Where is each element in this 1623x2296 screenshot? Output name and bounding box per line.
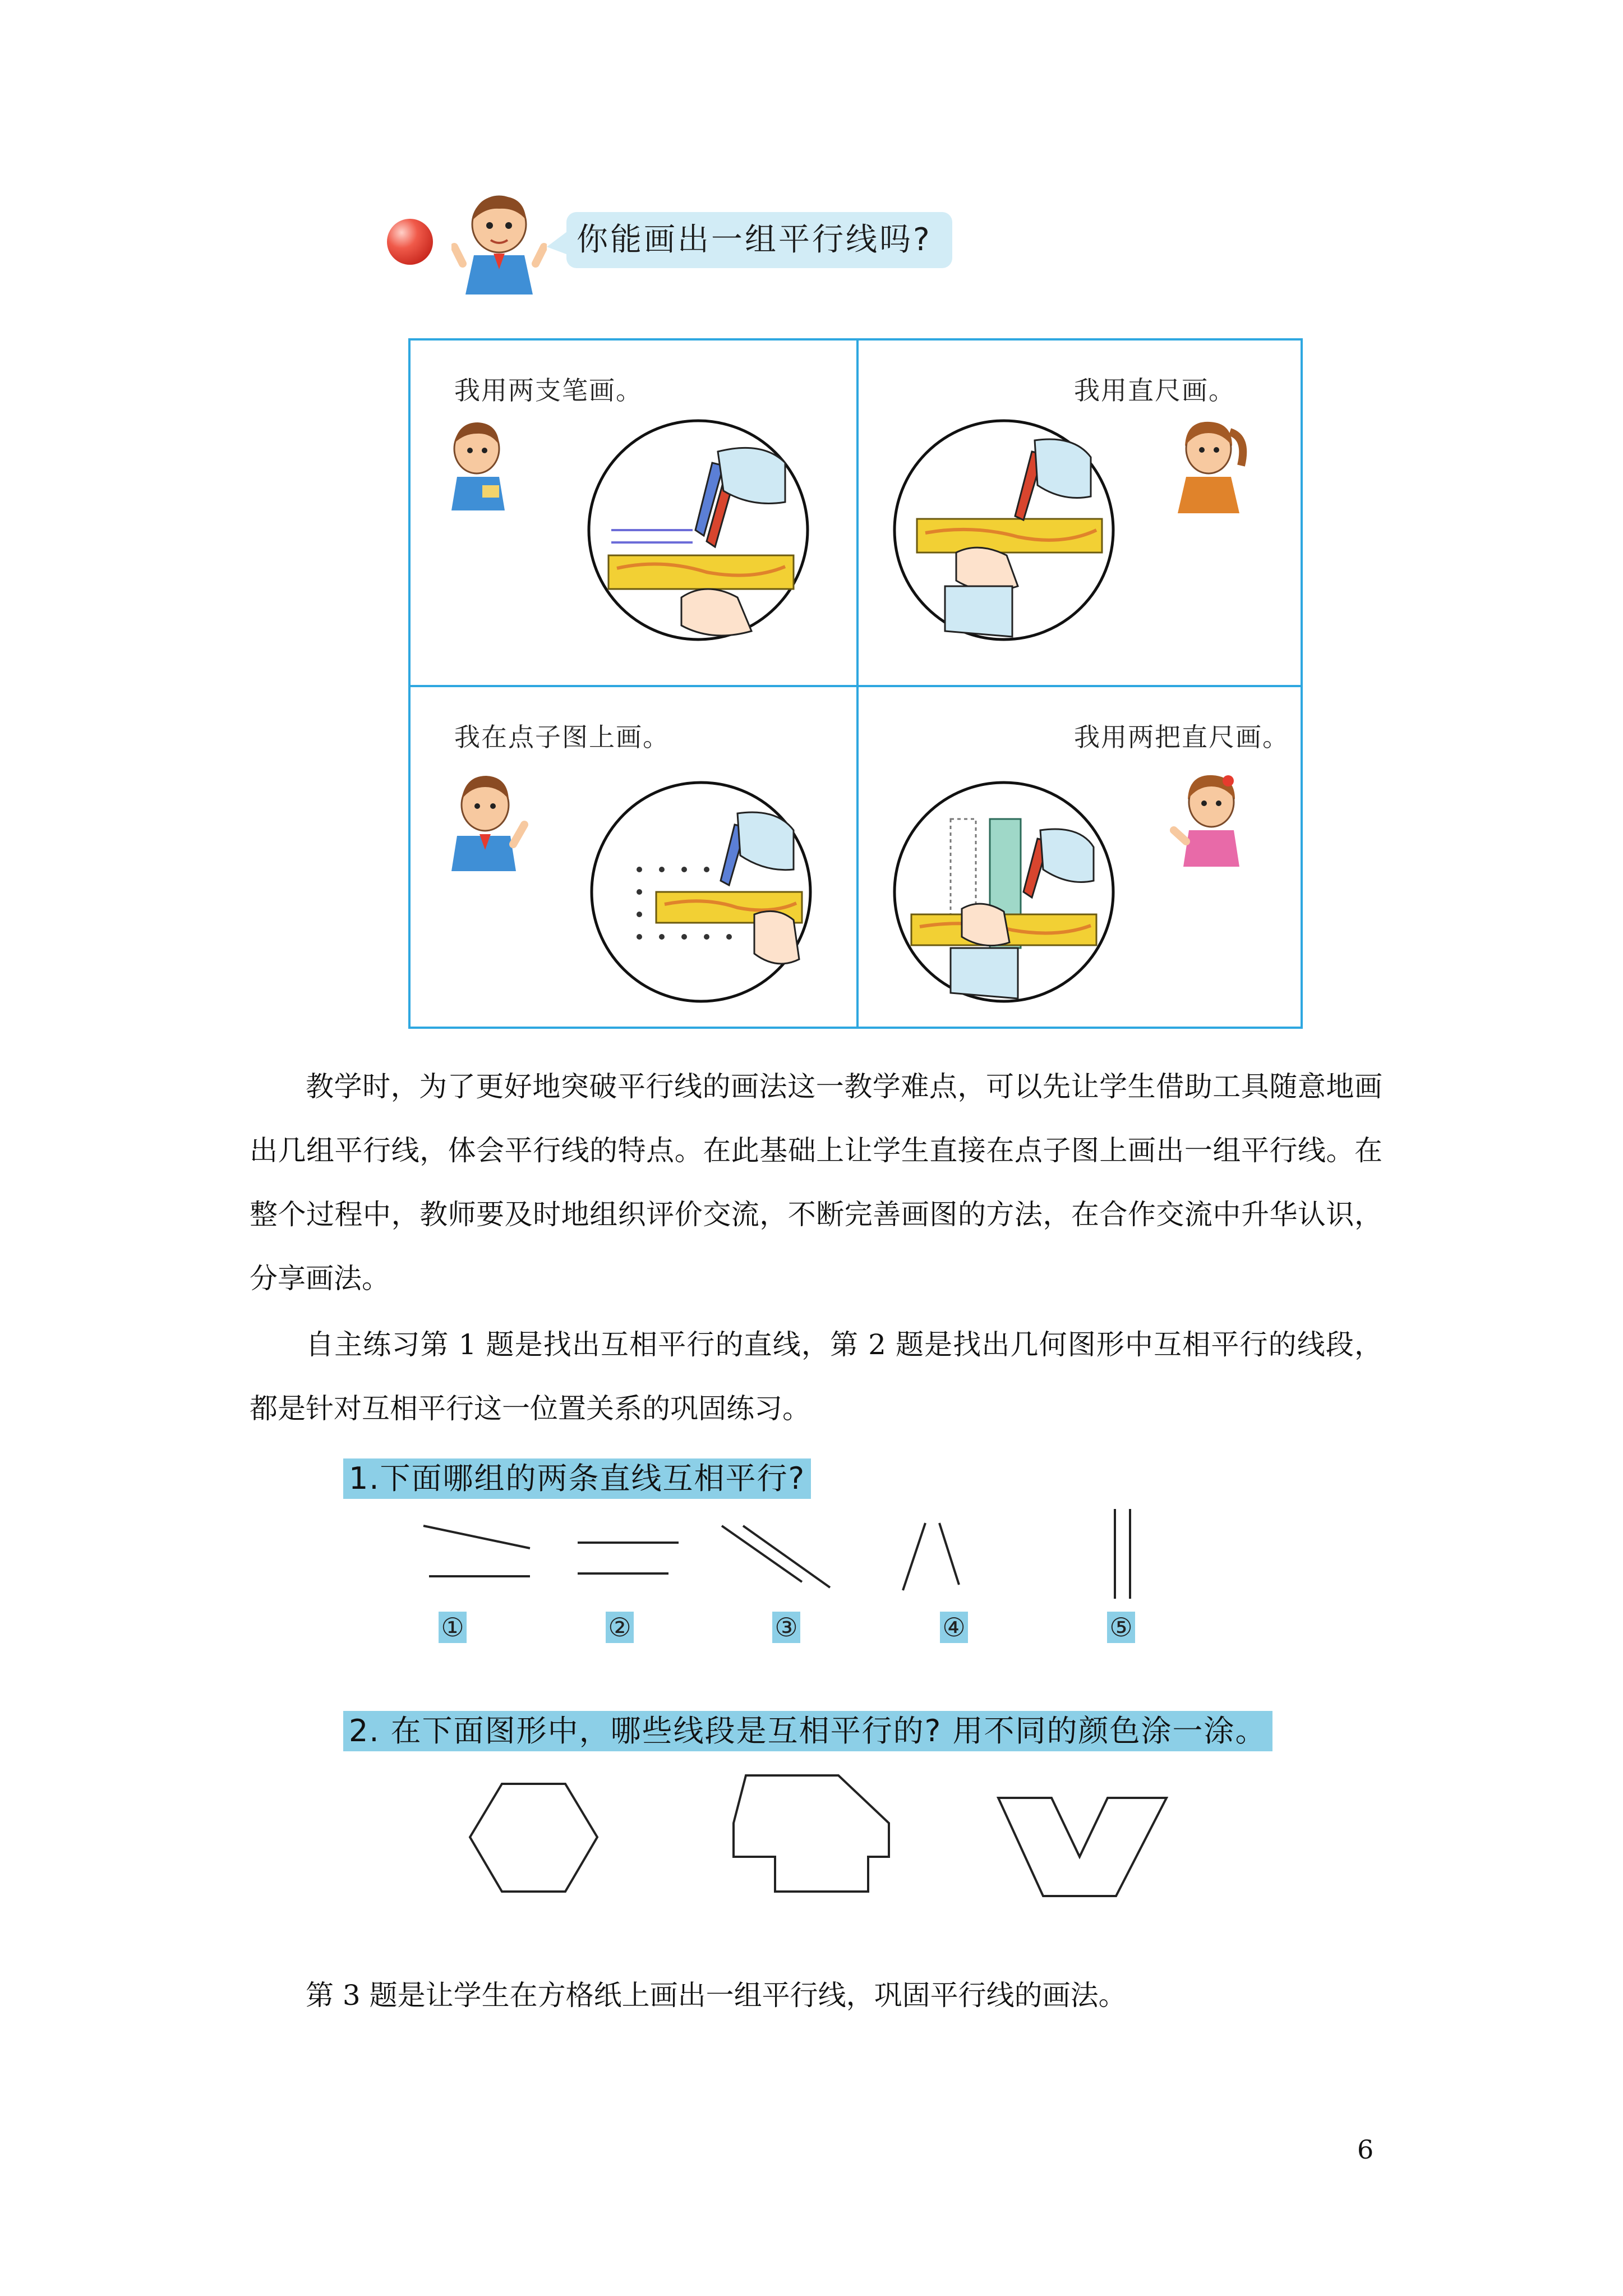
panel-divider-horizontal <box>408 685 1303 687</box>
speech-bubble <box>566 212 952 268</box>
girl-waving-icon <box>1169 769 1248 869</box>
option-label-5: ⑤ <box>1107 1612 1135 1643</box>
boy-character-icon <box>451 191 547 297</box>
exercise2-shapes <box>437 1767 1183 1924</box>
option-label-4: ④ <box>940 1612 968 1643</box>
method-panels <box>408 338 1303 1029</box>
boy-pointing-icon <box>446 771 530 872</box>
two-rulers-drawing-illustration <box>889 780 1124 1004</box>
option-label-3: ③ <box>772 1612 800 1643</box>
question-text: 你能画出一组平行线吗? <box>577 222 932 258</box>
exercise2-title: 2. 在下面图形中，哪些线段是互相平行的? 用不同的颜色涂一涂。 <box>343 1711 1272 1751</box>
girl-character-icon <box>1169 415 1248 516</box>
red-ball-icon <box>387 219 433 265</box>
panel-caption-dot-grid: 我在点子图上画。 <box>454 722 670 752</box>
dot-grid-drawing-illustration <box>586 780 822 1004</box>
panel-caption-two-rulers: 我用两把直尺画。 <box>1074 722 1289 752</box>
hexagon-shape <box>470 1784 597 1892</box>
panel-caption-ruler: 我用直尺画。 <box>1074 375 1235 406</box>
bubble-tail-icon <box>547 230 569 258</box>
page-number: 6 <box>1357 2134 1374 2165</box>
option-label-1: ① <box>439 1612 467 1643</box>
exercise1-line-pairs <box>409 1492 1155 1621</box>
panel-divider-vertical <box>856 338 859 1029</box>
boy-thinking-icon <box>443 418 516 513</box>
exercise3-paragraph: 第 3 题是让学生在方格纸上画出一组平行线，巩固平行线的画法。 <box>306 1979 1127 2012</box>
two-pens-drawing-illustration <box>583 418 819 642</box>
v-shape <box>998 1798 1166 1896</box>
teaching-paragraph: 教学时，为了更好地突破平行线的画法这一教学难点，可以先让学生借助工具随意地画出几组平行线，体会平行线的特点。在此基础上让学生直接在点子图上画出一组平行线。在整个过程中，教师要及时地组织评价交流，不断完善画图的方法，在合作交流中升华认识，分享画法。 <box>250 1070 1382 1295</box>
exercise1-title: 1.下面哪组的两条直线互相平行? <box>343 1458 811 1499</box>
ruler-drawing-illustration <box>889 418 1124 642</box>
panel-caption-two-pens: 我用两支笔画。 <box>454 375 643 406</box>
option-label-2: ② <box>606 1612 634 1643</box>
practice-paragraph: 自主练习第 1 题是找出互相平行的直线，第 2 题是找出几何图形中互相平行的线段，都是针对互相平行这一位置关系的巩固练习。 <box>250 1328 1382 1425</box>
shirt-shape <box>734 1775 889 1892</box>
